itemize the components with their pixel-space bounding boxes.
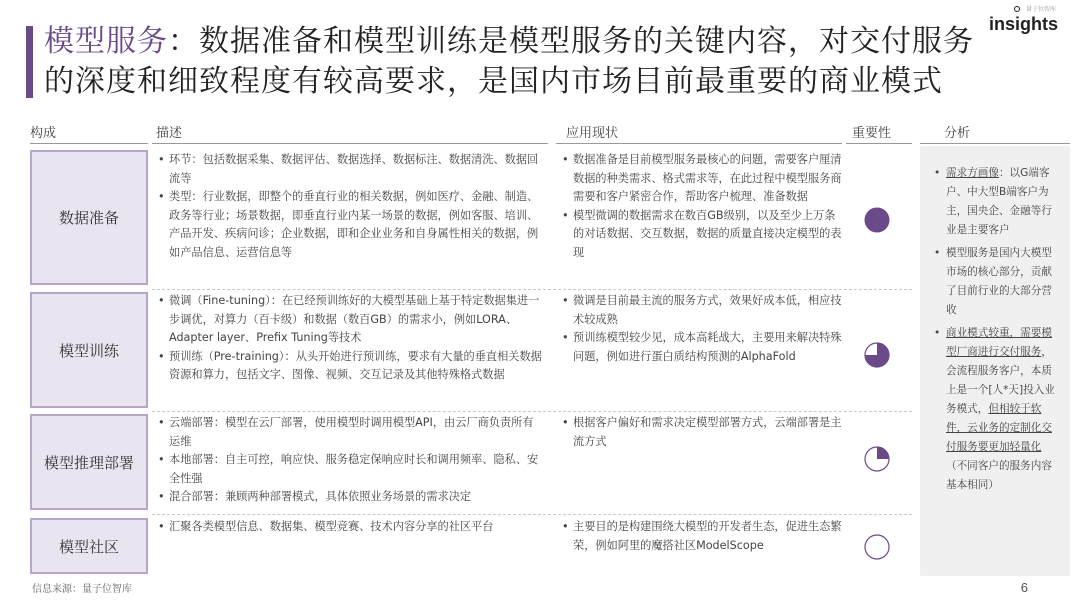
component-cell: 模型训练 [30, 292, 148, 408]
analysis-item [932, 164, 1060, 240]
importance-full-icon [864, 207, 890, 233]
component-cell: 模型推理部署 [30, 414, 148, 510]
analysis-underlined-text: 需求方画像 [946, 167, 999, 179]
application-cell [560, 292, 842, 366]
component-cell: 模型社区 [30, 518, 148, 574]
brand-logo [988, 4, 1062, 36]
analysis-underlined-text: 商业模式较重，需要模型厂商进行交付服务 [946, 327, 1052, 358]
importance-quarter-icon [864, 446, 890, 472]
list-item: • 类型：行业数据，即整个的垂直行业的相关数据，例如医疗、金融、制造、政务等行业；场景数据，即垂直行业内某一场景的数据，例如客服、培训、产品开发、疾病问诊；企业数据，即和企业业务和自身属性相关的数据，例如产品信息、运营信息等 [156, 188, 544, 262]
list-item: • 环节：包括数据采集、数据评估、数据选择、数据标注、数据清洗、数据回流等 [156, 151, 544, 188]
description-cell [156, 151, 544, 262]
row-divider [152, 289, 912, 290]
analysis-text: ，会流程服务客户，本质上是一个[人*天]投入业务模式， [946, 346, 1055, 415]
analysis-text: 模型服务是国内大模型市场的核心部分，贡献了目前行业的大部分营收 [946, 247, 1052, 316]
analysis-text: ：以G端客户、中大型B端客户为主，国央企、金融等行业是主要客户 [946, 167, 1052, 236]
list-item: • 本地部署：自主可控，响应快、服务稳定保响应时长和调用频率、隐私、安全性强 [156, 451, 544, 488]
header-divider [846, 143, 912, 144]
list-item: • 微调（Fine-tuning）：在已经预训练好的大模型基础上基于特定数据集进一步调优，对算力（百卡级）和数据（数百GB）的需求小，例如LORA、Adapter layer、Prefix Tuning等技术 [156, 292, 544, 348]
list-item: • 数据准备是目前模型服务最核心的问题，需要客户厘清数据的种类需求、格式需求等，在此过程中模型服务商需要和客户紧密合作，帮助客户梳理、准备数据 [560, 151, 842, 207]
logo-dot-icon [1014, 6, 1020, 12]
list-item: • 云端部署：模型在云厂部署，使用模型时调用模型API，由云厂商负责所有运维 [156, 414, 544, 451]
title-keyword: 模型服务 [44, 24, 168, 59]
analysis-underlined-text: 但相较于软件，云业务的定制化交付服务要更加轻量化 [946, 403, 1052, 453]
description-cell [156, 518, 544, 537]
page-number: 6 [1020, 580, 1028, 595]
list-item: • 根据客户偏好和需求决定模型部署方式，云端部署是主流方式 [560, 414, 842, 451]
logo-small-text: 量子位智库 [1025, 6, 1056, 13]
list-item: • 预训练（Pre-training）：从头开始进行预训练，要求有大量的垂直相关数据资源和算力，包括文字、图像、视频、交互记录及其他特殊格式数据 [156, 348, 544, 385]
list-item: • 预训练模型较少见，成本高耗战大，主要用来解决特殊问题，例如进行蛋白质结构预测的AlphaFold [560, 329, 842, 366]
analysis-item [932, 244, 1060, 320]
list-item: • 模型微调的数据需求在数百GB级别，以及至少上万条的对话数据、交互数据，数据的质量直接决定模型的表现 [560, 207, 842, 263]
analysis-panel [920, 146, 1070, 576]
application-cell [560, 414, 842, 451]
importance-empty-icon [864, 534, 890, 560]
header-description: 描述 [156, 126, 183, 141]
source-note: 信息来源：量子位智库 [32, 584, 132, 595]
header-divider [920, 143, 1070, 144]
header-analysis: 分析 [944, 126, 971, 141]
row-divider [152, 411, 912, 412]
importance-three-quarter-icon [864, 342, 890, 368]
list-item: • 主要目的是构建围绕大模型的开发者生态，促进生态繁荣，例如阿里的魔搭社区ModelScope [560, 518, 842, 555]
application-cell [560, 151, 842, 262]
list-item: • 汇聚各类模型信息、数据集、模型竞赛、技术内容分享的社区平台 [156, 518, 544, 537]
header-component: 构成 [30, 126, 57, 141]
list-item: • 混合部署：兼顾两种部署模式，具体依照业务场景的需求决定 [156, 488, 544, 507]
header-divider [152, 143, 548, 144]
header-divider [556, 143, 842, 144]
component-cell: 数据准备 [30, 150, 148, 285]
analysis-item [932, 324, 1060, 495]
page-title [44, 22, 1004, 102]
application-cell [560, 518, 842, 555]
list-item: • 微调是目前最主流的服务方式，效果好成本低，相应技术较成熟 [560, 292, 842, 329]
title-separator: ： [168, 24, 199, 59]
row-divider [152, 514, 912, 515]
logo-text: insights [988, 14, 1058, 34]
header-importance: 重要性 [852, 126, 892, 141]
description-cell [156, 414, 544, 507]
header-application: 应用现状 [566, 126, 619, 141]
header-divider [30, 143, 148, 144]
analysis-text: （不同客户的服务内容基本相同） [946, 460, 1052, 491]
description-cell [156, 292, 544, 385]
title-rest: 数据准备和模型训练是模型服务的关键内容，对交付服务的深度和细致程度有较高要求，是国内市场目前最重要的商业模式 [44, 24, 974, 99]
title-accent-bar [26, 26, 33, 98]
